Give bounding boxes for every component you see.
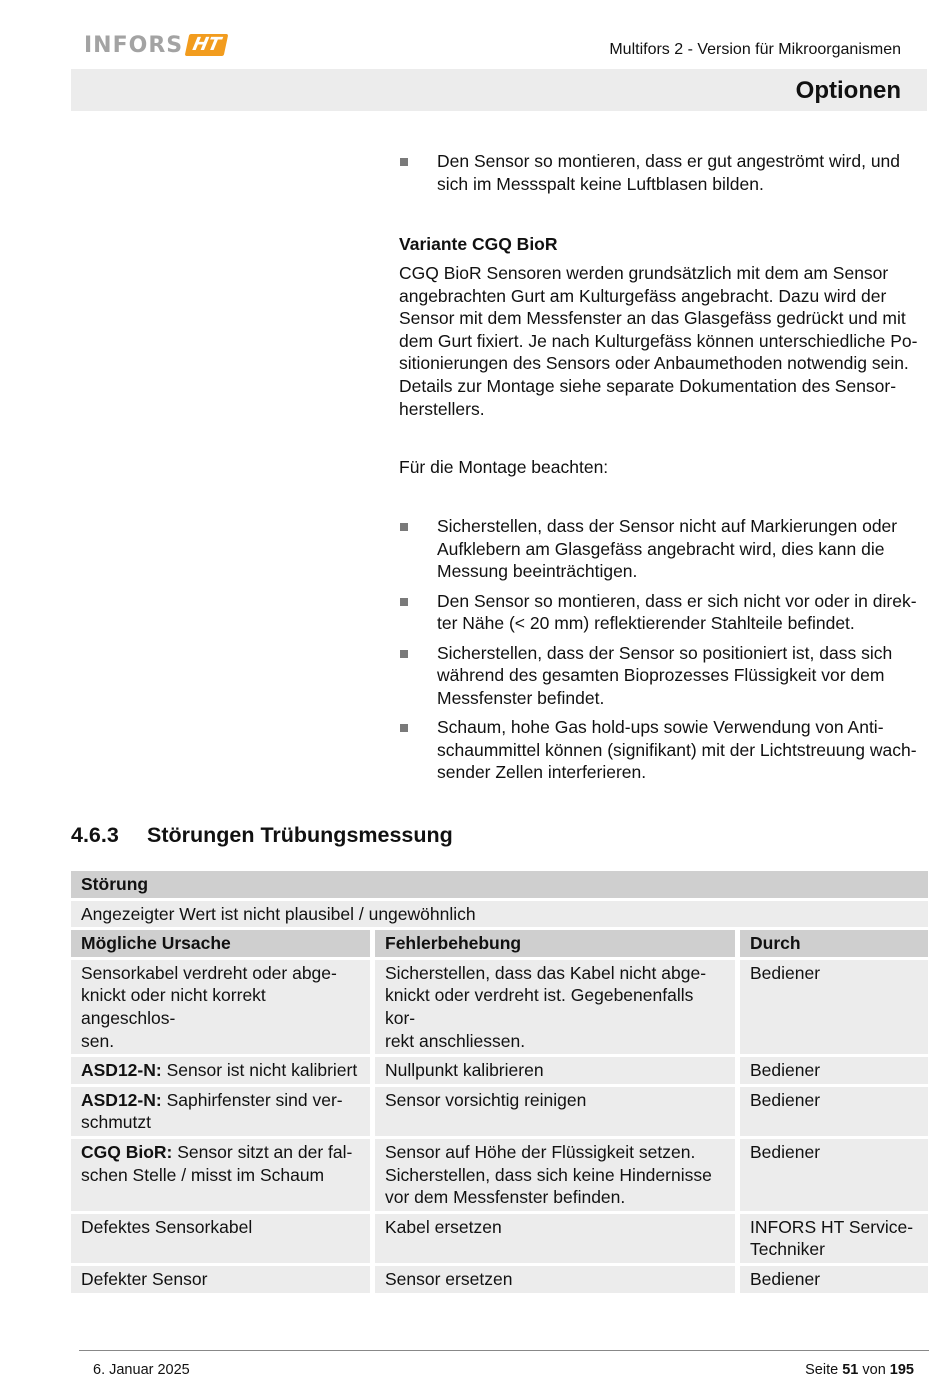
bullet-square-icon bbox=[400, 650, 408, 658]
cell-line: Defekter Sensor bbox=[81, 1268, 208, 1289]
cell-line: Bediener bbox=[750, 1089, 821, 1110]
cell-line: knickt oder verdreht ist. Gegebenenfalls kor- bbox=[385, 985, 694, 1028]
bullet-item bbox=[399, 515, 929, 583]
bullet-square-icon bbox=[400, 158, 408, 166]
fix-cell bbox=[375, 1214, 740, 1263]
by-cell bbox=[740, 1057, 928, 1084]
cell-line: vor dem Messfenster befinden. bbox=[385, 1187, 626, 1208]
page-number: 51 bbox=[842, 1362, 859, 1378]
cell-line: knickt oder nicht korrekt angeschlos- bbox=[81, 985, 266, 1028]
cause-text: Sensor ist nicht kalibriert bbox=[161, 1060, 358, 1081]
bullet-line: Messfenster befindet. bbox=[437, 687, 605, 708]
cell-line: rekt anschliessen. bbox=[385, 1030, 526, 1051]
paragraph-line: herstellers. bbox=[399, 398, 485, 419]
bullet-item bbox=[399, 716, 929, 784]
cell-line: Bediener bbox=[750, 1060, 821, 1081]
logo-wordmark: INFORS bbox=[84, 32, 184, 58]
document-title: Multifors 2 - Version für Mikroorganismen bbox=[609, 41, 901, 58]
section-number: 4.6.3 bbox=[71, 823, 119, 847]
header-fix: Fehlerbehebung bbox=[375, 930, 740, 957]
cell-line: INFORS HT Service- bbox=[750, 1216, 914, 1237]
bullet-line: Aufklebern am Glasgefäss angebracht wird, dies kann die bbox=[437, 538, 885, 559]
paragraph-line: Details zur Montage siehe separate Dokumentation des Sensor- bbox=[399, 375, 897, 396]
bullet-line: Sicherstellen, dass der Sensor so positioniert ist, dass sich bbox=[437, 642, 893, 663]
cell-line: Sicherstellen, dass das Kabel nicht abge- bbox=[385, 962, 707, 983]
cause-text: Saphirfenster sind ver- bbox=[161, 1089, 343, 1110]
cell-line: Sensor vorsichtig reinigen bbox=[385, 1089, 587, 1110]
cell-line: Bediener bbox=[750, 1141, 821, 1162]
bullet-line: Sicherstellen, dass der Sensor nicht auf Markierungen oder bbox=[437, 516, 898, 536]
cell-line: Kabel ersetzen bbox=[385, 1216, 502, 1237]
cause-cell bbox=[71, 1057, 375, 1084]
cell-line: schmutzt bbox=[81, 1112, 152, 1133]
sensor-label: ASD12-N: bbox=[81, 1089, 162, 1110]
cell-line: sen. bbox=[81, 1030, 115, 1051]
bullet-line: Schaum, hohe Gas hold-ups sowie Verwendung von Anti- bbox=[437, 717, 884, 738]
table-row bbox=[71, 1266, 928, 1293]
cause-cell bbox=[71, 1139, 375, 1211]
cell-line: Sensorkabel verdreht oder abge- bbox=[81, 962, 337, 983]
fault-text-row bbox=[71, 901, 928, 928]
cell-line: Sicherstellen, dass sich keine Hindernisse bbox=[385, 1164, 712, 1185]
by-cell bbox=[740, 1266, 928, 1293]
page-total: 195 bbox=[889, 1362, 914, 1378]
bullet-item bbox=[399, 590, 929, 635]
table-row bbox=[71, 1087, 928, 1136]
bullet-square-icon bbox=[400, 523, 408, 531]
paragraph-line: CGQ BioR Sensoren werden grundsätzlich mit dem am Sensor bbox=[399, 263, 889, 283]
paragraph-line: Sensor mit dem Messfenster an das Glasgefäss gedrückt und mit bbox=[399, 308, 906, 329]
cell-line: Bediener bbox=[750, 1268, 821, 1289]
bullet-line: Den Sensor so montieren, dass er sich nicht vor oder in direk- bbox=[437, 590, 917, 611]
footer-page-indicator bbox=[805, 1362, 914, 1378]
fix-cell bbox=[375, 1087, 740, 1136]
bullet-item bbox=[399, 150, 929, 195]
cell-line: Bediener bbox=[750, 962, 821, 983]
cell-line: Techniker bbox=[750, 1239, 825, 1260]
intro-bullet-block bbox=[399, 150, 929, 202]
paragraph-line: angebrachten Gurt am Kulturgefäss angebracht. Dazu wird der bbox=[399, 285, 887, 306]
variant-heading: Variante CGQ BioR bbox=[399, 234, 558, 254]
bullet-item bbox=[399, 642, 929, 710]
footer-divider bbox=[79, 1350, 929, 1351]
section-band bbox=[71, 69, 927, 111]
bullet-text: Den Sensor so montieren, dass er gut angeströmt wird, und sich im Messspalt keine Luftblasen bilden. bbox=[437, 151, 901, 194]
column-header-row bbox=[71, 930, 928, 957]
cell-line bbox=[81, 1089, 360, 1112]
cell-line: Defektes Sensorkabel bbox=[81, 1216, 253, 1237]
fix-cell bbox=[375, 960, 740, 1054]
fault-header-row bbox=[71, 871, 928, 898]
by-cell bbox=[740, 1087, 928, 1136]
table-row bbox=[71, 960, 928, 1054]
paragraph-line: sitionierungen des Sensors oder Anbaumethoden notwendig sein. bbox=[399, 353, 909, 374]
cause-cell bbox=[71, 960, 375, 1054]
fault-header-cell: Störung bbox=[71, 871, 928, 898]
troubleshooting-table bbox=[71, 868, 928, 1296]
header-cause: Mögliche Ursache bbox=[71, 930, 375, 957]
bullet-line: Messung beeinträchtigen. bbox=[437, 561, 638, 582]
bullet-line: ter Nähe (< 20 mm) reflektierender Stahlteile befindet. bbox=[437, 613, 855, 634]
table-row bbox=[71, 1057, 928, 1084]
cell-line: Sensor auf Höhe der Flüssigkeit setzen. bbox=[385, 1141, 696, 1162]
table-row bbox=[71, 1214, 928, 1263]
table-row bbox=[71, 1139, 928, 1211]
cause-text: Sensor sitzt an der fal- bbox=[172, 1141, 353, 1162]
page-prefix: Seite bbox=[805, 1362, 843, 1378]
cell-line bbox=[81, 1141, 360, 1164]
sensor-label: ASD12-N: bbox=[81, 1060, 162, 1081]
sensor-label: CGQ BioR: bbox=[81, 1141, 173, 1162]
header-by: Durch bbox=[740, 930, 928, 957]
cell-line: Nullpunkt kalibrieren bbox=[385, 1060, 544, 1081]
paragraph-line: dem Gurt fixiert. Je nach Kulturgefäss können unterschiedliche Po- bbox=[399, 330, 918, 351]
by-cell bbox=[740, 1214, 928, 1263]
mounting-note: Für die Montage beachten: bbox=[399, 457, 609, 477]
cell-line: Sensor ersetzen bbox=[385, 1268, 513, 1289]
page-middle: von bbox=[858, 1362, 890, 1378]
bullet-square-icon bbox=[400, 598, 408, 606]
fix-cell bbox=[375, 1139, 740, 1211]
cell-line bbox=[81, 1059, 360, 1082]
fix-cell bbox=[375, 1057, 740, 1084]
by-cell bbox=[740, 960, 928, 1054]
cell-line: schen Stelle / misst im Schaum bbox=[81, 1164, 325, 1185]
variant-paragraph bbox=[399, 262, 929, 420]
section-title: Optionen bbox=[795, 77, 901, 104]
cause-cell bbox=[71, 1214, 375, 1263]
footer-date: 6. Januar 2025 bbox=[93, 1362, 190, 1378]
bullet-square-icon bbox=[400, 724, 408, 732]
logo-badge: HT bbox=[185, 34, 229, 56]
bullet-line: während des gesamten Bioprozesses Flüssigkeit vor dem bbox=[437, 665, 885, 686]
cause-cell bbox=[71, 1266, 375, 1293]
bullet-line: sender Zellen interferieren. bbox=[437, 762, 647, 783]
fault-text-cell: Angezeigter Wert ist nicht plausibel / ungewöhnlich bbox=[71, 901, 928, 928]
fix-cell bbox=[375, 1266, 740, 1293]
section-heading bbox=[71, 823, 453, 848]
cause-cell bbox=[71, 1087, 375, 1136]
mounting-bullet-list bbox=[399, 515, 929, 791]
section-heading-text: Störungen Trübungsmessung bbox=[147, 823, 453, 847]
by-cell bbox=[740, 1139, 928, 1211]
bullet-line: schaummittel können (signifikant) mit der Lichtstreuung wach- bbox=[437, 739, 917, 760]
infors-ht-logo bbox=[84, 32, 226, 58]
